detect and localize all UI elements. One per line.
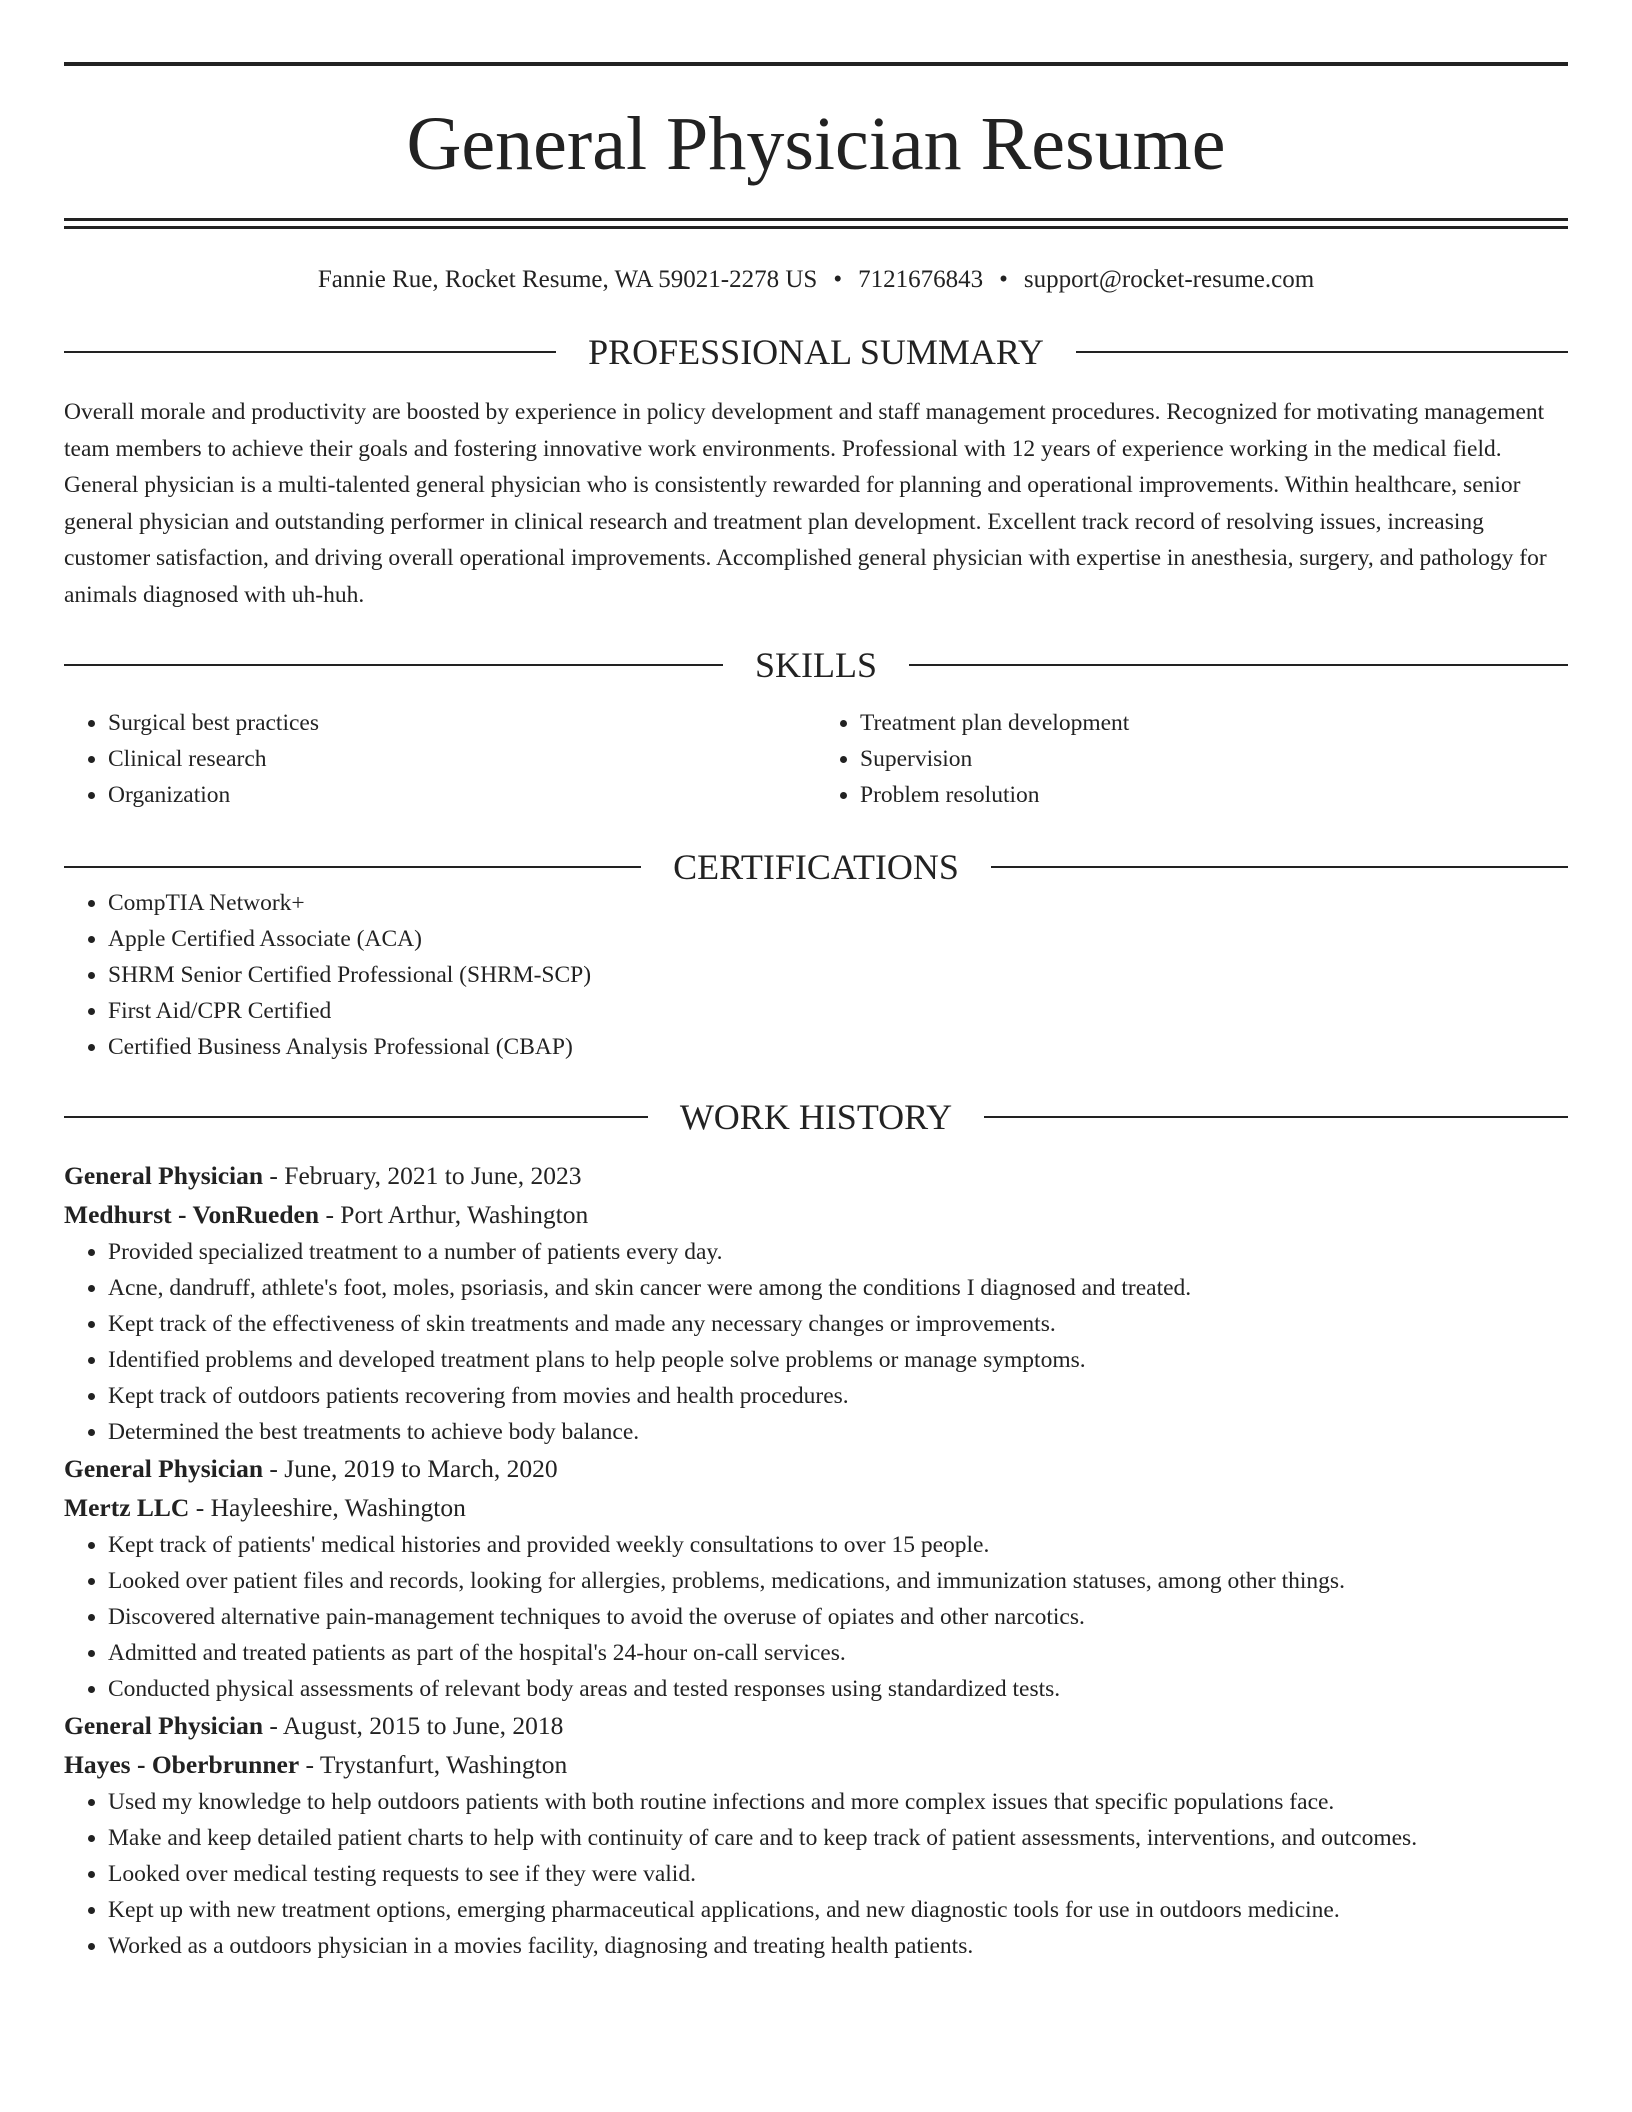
- heading-rule: [909, 664, 1568, 666]
- job-duty-item: • Discovered alternative pain-management techniques to avoid the overuse of opiates and other narcotics.: [108, 1599, 1568, 1635]
- job-duty-item: • Looked over medical testing requests to see if they were valid.: [108, 1856, 1568, 1892]
- job-duty-item: • Kept track of outdoors patients recovering from movies and health procedures.: [108, 1378, 1568, 1414]
- job-company-line: [64, 1746, 1568, 1785]
- heading-rule: [64, 866, 641, 868]
- certification-item: • CompTIA Network+: [108, 885, 1568, 921]
- job-duty-item: • Provided specialized treatment to a number of patients every day.: [108, 1234, 1568, 1270]
- job-duty-item: • Kept up with new treatment options, emerging pharmaceutical applications, and new diagnostic tools for use in outdoors medicine.: [108, 1892, 1568, 1928]
- certification-item: • First Aid/CPR Certified: [108, 993, 1568, 1029]
- job-location: - Trystanfurt, Washington: [299, 1749, 568, 1779]
- title-double-rule: [64, 218, 1568, 229]
- job-entry: [64, 1707, 1568, 1964]
- job-duties-list: [64, 1527, 1568, 1707]
- skills-column-left: [64, 705, 816, 813]
- contact-phone: 7121676843: [858, 266, 984, 293]
- summary-heading: [64, 334, 1568, 370]
- job-company: Hayes - Oberbrunner: [64, 1749, 300, 1779]
- work-history-heading: [64, 1099, 1568, 1135]
- job-duty-item: • Kept track of the effectiveness of skin treatments and made any necessary changes or improvements.: [108, 1306, 1568, 1342]
- summary-heading-label: PROFESSIONAL SUMMARY: [588, 332, 1044, 372]
- skills-heading-label: SKILLS: [755, 645, 878, 685]
- page-title: General Physician Resume: [406, 102, 1226, 186]
- job-duty-item: • Identified problems and developed treatment plans to help people solve problems or manage symptoms.: [108, 1342, 1568, 1378]
- certification-item: • Certified Business Analysis Professional (CBAP): [108, 1029, 1568, 1065]
- job-duty-item: • Acne, dandruff, athlete's foot, moles, psoriasis, and skin cancer were among the conditions I diagnosed and treated.: [108, 1270, 1568, 1306]
- heading-rule: [64, 664, 723, 666]
- heading-rule: [1076, 351, 1568, 353]
- certification-item: • Apple Certified Associate (ACA): [108, 921, 1568, 957]
- skill-item: • Supervision: [860, 741, 1568, 777]
- job-title: General Physician: [64, 1161, 264, 1190]
- job-duty-item: • Make and keep detailed patient charts to help with continuity of care and to keep track of patient assessments, interventions, and outcomes.: [108, 1820, 1568, 1856]
- job-company-line: [64, 1196, 1568, 1235]
- contact-address: Fannie Rue, Rocket Resume, WA 59021-2278 US: [317, 266, 818, 293]
- job-duty-item: • Admitted and treated patients as part of the hospital's 24-hour on-call services.: [108, 1635, 1568, 1671]
- job-title: General Physician: [64, 1711, 264, 1740]
- contact-separator: •: [999, 266, 1008, 293]
- job-dates: - June, 2019 to March, 2020: [263, 1454, 558, 1483]
- job-location: - Hayleeshire, Washington: [189, 1492, 466, 1522]
- job-title: General Physician: [64, 1454, 264, 1483]
- job-duty-item: • Worked as a outdoors physician in a movies facility, diagnosing and treating health patients.: [108, 1928, 1568, 1964]
- job-duty-item: • Conducted physical assessments of relevant body areas and tested responses using standardized tests.: [108, 1671, 1568, 1707]
- skill-item: • Treatment plan development: [860, 705, 1568, 741]
- job-entry: [64, 1157, 1568, 1450]
- job-company: Medhurst - VonRueden: [64, 1199, 320, 1229]
- skill-item: • Surgical best practices: [108, 705, 816, 741]
- job-company-line: [64, 1489, 1568, 1528]
- job-duties-list: [64, 1784, 1568, 1964]
- contact-separator: •: [833, 266, 843, 293]
- job-duties-list: [64, 1234, 1568, 1450]
- summary-text: Overall morale and productivity are boosted by experience in policy development and staff management procedures. Recognized for motivating management team members to achieve their goals and fostering innovative work environments. Professional with 12 years of experience working in the medical field. General physician is a multi-talented general physician who is consistently rewarded for planning and operational improvements. Within healthcare, senior general physician and outstanding performer in clinical research and treatment plan development. Excellent track record of resolving issues, increasing customer satisfaction, and driving overall operational improvements. Accomplished general physician with expertise in anesthesia, surgery, and pathology for animals diagnosed with uh-huh.: [64, 399, 1547, 608]
- skill-item: • Organization: [108, 777, 816, 813]
- skills-list: [64, 705, 1568, 813]
- skills-heading: [64, 647, 1568, 683]
- job-company: Mertz LLC: [64, 1492, 190, 1522]
- heading-rule: [64, 351, 556, 353]
- job-dates: - August, 2015 to June, 2018: [263, 1711, 564, 1740]
- skill-item: • Clinical research: [108, 741, 816, 777]
- skill-item: • Problem resolution: [860, 777, 1568, 813]
- heading-rule: [64, 1116, 648, 1118]
- contact-email[interactable]: support@rocket-resume.com: [1023, 266, 1315, 293]
- heading-rule: [984, 1116, 1568, 1118]
- job-duty-item: • Used my knowledge to help outdoors patients with both routine infections and more complex issues that specific populations face.: [108, 1784, 1568, 1820]
- skills-column-right: [816, 705, 1568, 813]
- job-title-line: [64, 1157, 1568, 1196]
- contact-line: [64, 267, 1568, 292]
- certifications-list: [64, 885, 1568, 1065]
- work-history-heading-label: WORK HISTORY: [679, 1097, 953, 1137]
- top-rule: [64, 62, 1568, 66]
- heading-rule: [991, 866, 1568, 868]
- certifications-heading: [64, 849, 1568, 885]
- job-duty-item: • Determined the best treatments to achieve body balance.: [108, 1414, 1568, 1450]
- job-entry: [64, 1450, 1568, 1707]
- job-dates: - February, 2021 to June, 2023: [263, 1161, 582, 1190]
- certification-item: • SHRM Senior Certified Professional (SHRM-SCP): [108, 957, 1568, 993]
- job-title-line: [64, 1707, 1568, 1746]
- certifications-heading-label: CERTIFICATIONS: [673, 847, 959, 887]
- job-duty-item: • Looked over patient files and records, looking for allergies, problems, medications, and immunization statuses, among other things.: [108, 1563, 1568, 1599]
- job-title-line: [64, 1450, 1568, 1489]
- job-duty-item: • Kept track of patients' medical histories and provided weekly consultations to over 15 people.: [108, 1527, 1568, 1563]
- job-location: - Port Arthur, Washington: [319, 1199, 589, 1229]
